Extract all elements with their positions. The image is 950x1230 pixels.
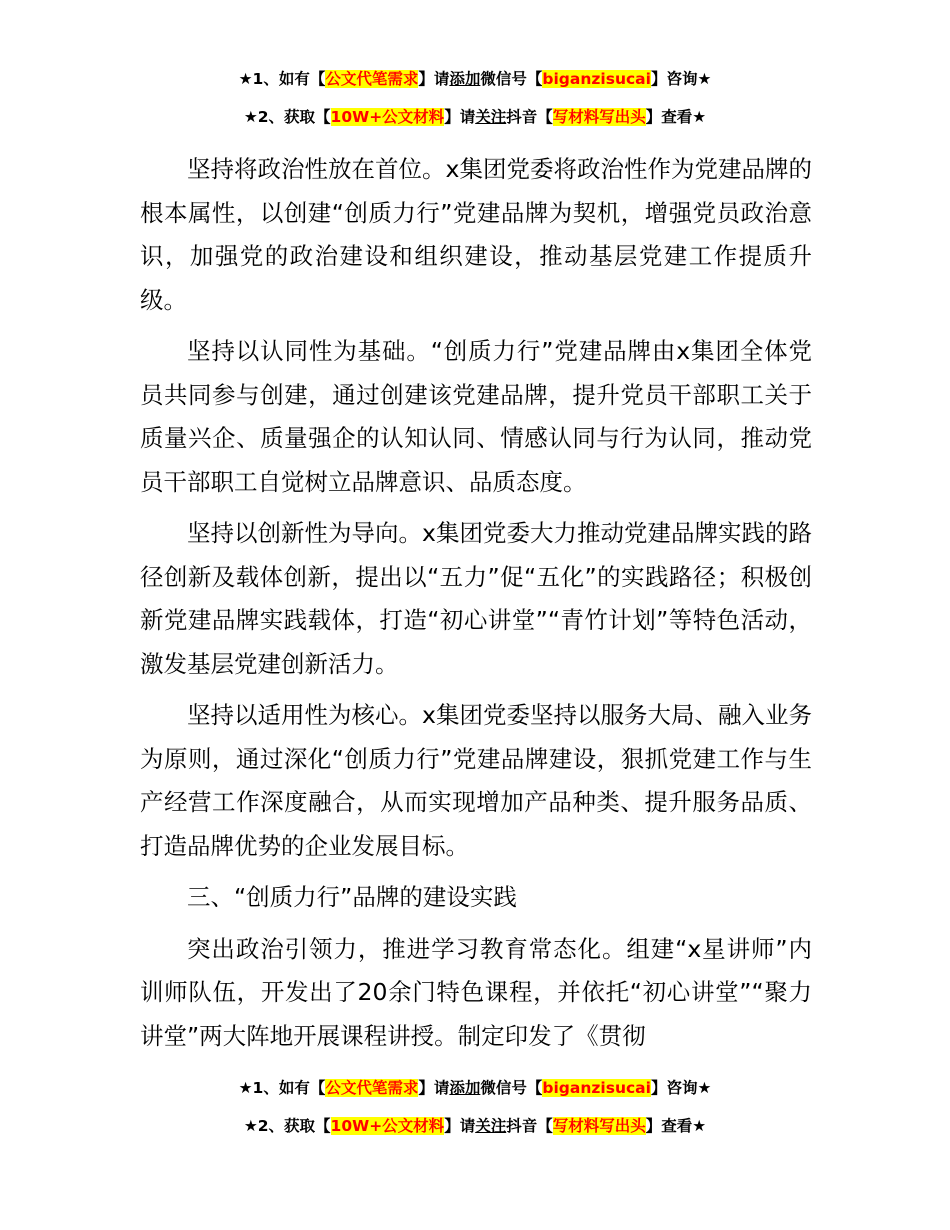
underlined-text: 添加	[449, 70, 481, 88]
underlined-text: 添加	[449, 1079, 481, 1097]
star-icon: ★	[697, 70, 712, 88]
banner-text: 微信号【	[480, 1079, 543, 1097]
body-paragraph: 坚持将政治性放在首位。x集团党委将政治性作为党建品牌的根本属性，以创建“创质力行”党建品牌为契机，增强党员政治意识，加强党的政治建设和组织建设，推动基层党建工作提质升级。	[140, 155, 812, 314]
bottom-banner-line-1	[0, 1077, 950, 1099]
bottom-banner-line-2	[0, 1115, 950, 1137]
banner-text: 】请	[418, 1079, 450, 1097]
star-icon: ★	[692, 1117, 707, 1135]
banner-text: 微信号【	[480, 70, 543, 88]
underlined-text: 关注	[475, 108, 507, 126]
banner-text: 抖音【	[506, 108, 553, 126]
banner-text: 2、获取【	[257, 1117, 331, 1135]
banner-text: 】请	[418, 70, 450, 88]
banner-text: 】咨询	[650, 70, 698, 88]
banner-text: 】请	[444, 1117, 476, 1135]
star-icon: ★	[243, 108, 258, 126]
star-icon: ★	[238, 70, 253, 88]
banner-text: 】查看	[645, 108, 693, 126]
highlight-service: 公文代笔需求	[325, 1079, 419, 1097]
banner-text: 】咨询	[650, 1079, 698, 1097]
top-banner-line-2	[0, 106, 950, 128]
underlined-text: 关注	[475, 1117, 507, 1135]
highlight-materials: 10W+公文材料	[330, 108, 445, 126]
banner-text: 2、获取【	[257, 108, 331, 126]
banner-text: 】请	[444, 108, 476, 126]
highlight-materials: 10W+公文材料	[330, 1117, 445, 1135]
highlight-service: 公文代笔需求	[325, 70, 419, 88]
banner-text: 1、如有【	[252, 70, 326, 88]
body-paragraph: 坚持以认同性为基础。“创质力行”党建品牌由x集团全体党员共同参与创建，通过创建该党建品牌，提升党员干部职工关于质量兴企、质量强企的认知认同、情感认同与行为认同，推动党员干部职工自觉树立品牌意识、品质态度。	[140, 337, 812, 496]
highlight-douyin-account: 写材料写出头	[552, 108, 646, 126]
document-body	[140, 148, 812, 1066]
star-icon: ★	[697, 1079, 712, 1097]
highlight-wechat-id: biganzisucai	[542, 70, 651, 88]
body-paragraph: 坚持以创新性为导向。x集团党委大力推动党建品牌实践的路径创新及载体创新，提出以“五力”促“五化”的实践路径；积极创新党建品牌实践载体，打造“初心讲堂”“青竹计划”等特色活动，激发基层党建创新活力。	[140, 519, 812, 678]
section-heading: 三、“创质力行”品牌的建设实践	[187, 883, 517, 911]
highlight-douyin-account: 写材料写出头	[552, 1117, 646, 1135]
star-icon: ★	[243, 1117, 258, 1135]
star-icon: ★	[238, 1079, 253, 1097]
body-paragraph: 坚持以适用性为核心。x集团党委坚持以服务大局、融入业务为原则，通过深化“创质力行”党建品牌建设，狠抓党建工作与生产经营工作深度融合，从而实现增加产品种类、提升服务品质、打造品牌优势的企业发展目标。	[140, 701, 812, 860]
banner-text: 1、如有【	[252, 1079, 326, 1097]
highlight-wechat-id: biganzisucai	[542, 1079, 651, 1097]
banner-text: 抖音【	[506, 1117, 553, 1135]
star-icon: ★	[692, 108, 707, 126]
banner-text: 】查看	[645, 1117, 693, 1135]
body-paragraph: 突出政治引领力，推进学习教育常态化。组建“x星讲师”内训师队伍，开发出了20余门特色课程，并依托“初心讲堂”“聚力讲堂”两大阵地开展课程讲授。制定印发了《贯彻	[140, 934, 812, 1050]
top-banner-line-1	[0, 68, 950, 90]
